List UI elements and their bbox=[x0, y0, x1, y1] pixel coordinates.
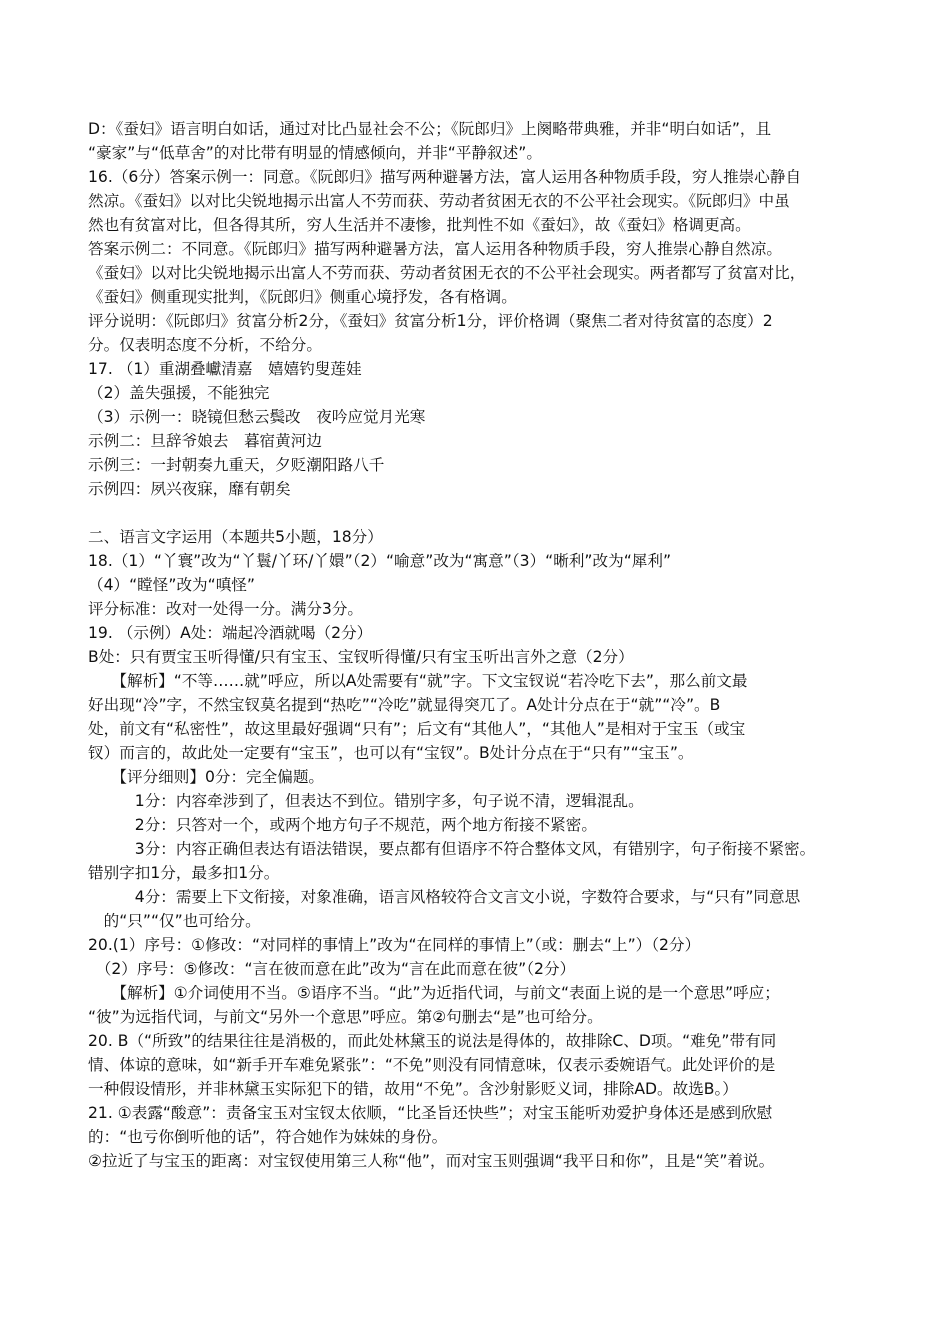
question-19-answer: 19. （示例）A处：端起冷酒就喝（2分） bbox=[88, 624, 373, 642]
text-line: 一种假设情形，并非林黛玉实际犯下的错，故用“不免”。含沙射影贬义词，排除AD。故选B。） bbox=[88, 1080, 738, 1098]
text-line: 《蚕妇》侧重现实批判，《阮郎归》侧重心境抒发，各有格调。 bbox=[88, 288, 517, 306]
text-line: ②拉近了与宝玉的距离：对宝钗使用第三人称“他”，而对宝玉则强调“我平日和你”，且是“笑”着说。 bbox=[88, 1152, 775, 1170]
scoring-note: 评分说明：《阮郎归》贫富分析2分，《蚕妇》贫富分析1分，评价格调（聚焦二者对待贫富的态度）2 bbox=[88, 312, 773, 330]
text-line: 2分：只答对一个，或两个地方句子不规范，两个地方衔接不紧密。 bbox=[88, 816, 597, 834]
text-line: 钗）而言的，故此处一定要有“宝玉”，也可以有“宝钗”。B处计分点在于“只有”“宝玉”。 bbox=[88, 744, 694, 762]
question-21-answer: 21. ①表露“酸意”：责备宝玉对宝钗太依顺，“比圣旨还快些”；对宝玉能听劝爱护身体还是感到欣慰 bbox=[88, 1104, 773, 1122]
text-line: B处：只有贾宝玉听得懂/只有宝玉、宝钗听得懂/只有宝玉听出言外之意（2分） bbox=[88, 648, 634, 666]
text-line: （2）序号：⑤修改：“言在彼而意在此”改为“言在此而意在彼”（2分） bbox=[88, 960, 576, 978]
question-16-answer: 16.（6分）答案示例一：同意。《阮郎归》描写两种避暑方法，富人运用各种物质手段，穷人推崇心静自 bbox=[88, 168, 802, 186]
text-line: 示例四：夙兴夜寐，靡有朝矣 bbox=[88, 480, 291, 498]
analysis-paragraph: 【解析】“不等……就”呼应，所以A处需要有“就”字。下文宝钗说“若冷吃下去”，那么前文最 bbox=[88, 672, 748, 690]
text-line: 评分标准：改对一处得一分。满分3分。 bbox=[88, 600, 364, 618]
question-20-answer: 20.(1）序号：①修改：“对同样的事情上”改为“在同样的事情上”（或：删去“上”）（2分） bbox=[88, 936, 701, 954]
text-line: 示例三：一封朝奏九重天，夕贬潮阳路八千 bbox=[88, 456, 385, 474]
question-20b-answer: 20. B（“所致”的结果往往是消极的，而此处林黛玉的说法是得体的，故排除C、D项。“难免”带有同 bbox=[88, 1032, 777, 1050]
text-line: 的“只”“仅”也可给分。 bbox=[88, 912, 261, 930]
text-line: 错别字扣1分，最多扣1分。 bbox=[88, 864, 280, 882]
text-line: 分。仅表明态度不分析，不给分。 bbox=[88, 336, 322, 354]
analysis-paragraph: 【解析】①介词使用不当。⑤语序不当。“此”为近指代词，与前文“表面上说的是一个意思”呼应； bbox=[88, 984, 780, 1002]
text-line: 答案示例二：不同意。《阮郎归》描写两种避暑方法，富人运用各种物质手段，穷人推崇心静自然凉。 bbox=[88, 240, 782, 258]
text-line: 的：“也亏你倒听他的话”，符合她作为妹妹的身份。 bbox=[88, 1128, 448, 1146]
text-line: 1分：内容牵涉到了，但表达不到位。错别字多，句子说不清，逻辑混乱。 bbox=[88, 792, 644, 810]
text-line: 示例二：旦辞爷娘去 暮宿黄河边 bbox=[88, 432, 322, 450]
text-line: “豪家”与“低草舍”的对比带有明显的情感倾向，并非“平静叙述”。 bbox=[88, 144, 542, 162]
text-line: 处，前文有“私密性”，故这里最好强调“只有”；后文有“其他人”，“其他人”是相对于宝玉（或宝 bbox=[88, 720, 746, 738]
text-line: （4）“瞠怪”改为“嗔怪” bbox=[88, 576, 255, 594]
text-line: “彼”为远指代词，与前文“另外一个意思”呼应。第②句删去“是”也可给分。 bbox=[88, 1008, 603, 1026]
scoring-rules: 【评分细则】0分：完全偏题。 bbox=[88, 768, 325, 786]
text-line: 好出现“冷”字，不然宝钗莫名提到“热吃”“冷吃”就显得突兀了。A处计分点在于“就”“冷”。B bbox=[88, 696, 721, 714]
text-line: （3）示例一：晓镜但愁云鬓改 夜吟应觉月光寒 bbox=[88, 408, 426, 426]
question-17-answer: 17. （1）重湖叠巘清嘉 嬉嬉钓叟莲娃 bbox=[88, 360, 362, 378]
text-line: （2）盖失强援，不能独完 bbox=[88, 384, 270, 402]
text-line: D：《蚕妇》语言明白如话，通过对比凸显社会不公；《阮郎归》上阕略带典雅，并非“明白如话”，且 bbox=[88, 120, 772, 138]
text-line: 情、体谅的意味，如“新手开车难免紧张”：“不免”则没有同情意味，仅表示委婉语气。此处评价的是 bbox=[88, 1056, 776, 1074]
text-line: 然凉。《蚕妇》以对比尖锐地揭示出富人不劳而获、劳动者贫困无衣的不公平社会现实。《阮郎归》中虽 bbox=[88, 192, 790, 210]
section-heading: 二、语言文字运用（本题共5小题，18分） bbox=[88, 528, 383, 546]
text-line: 然也有贫富对比，但各得其所，穷人生活并不凄惨，批判性不如《蚕妇》，故《蚕妇》格调更高。 bbox=[88, 216, 751, 234]
text-line: 4分：需要上下文衔接，对象准确，语言风格较符合文言文小说，字数符合要求，与“只有”同意思 bbox=[88, 888, 801, 906]
text-line: 3分：内容正确但表达有语法错误，要点都有但语序不符合整体文风，有错别字，句子衔接不紧密。 bbox=[88, 840, 816, 858]
question-18-answer: 18.（1）“丫寰”改为“丫鬟/丫环/丫嬛”（2）“喻意”改为“寓意”（3）“晰利”改为“犀利” bbox=[88, 552, 672, 570]
text-line: 《蚕妇》以对比尖锐地揭示出富人不劳而获、劳动者贫困无衣的不公平社会现实。两者都写了贫富对比， bbox=[88, 264, 806, 282]
